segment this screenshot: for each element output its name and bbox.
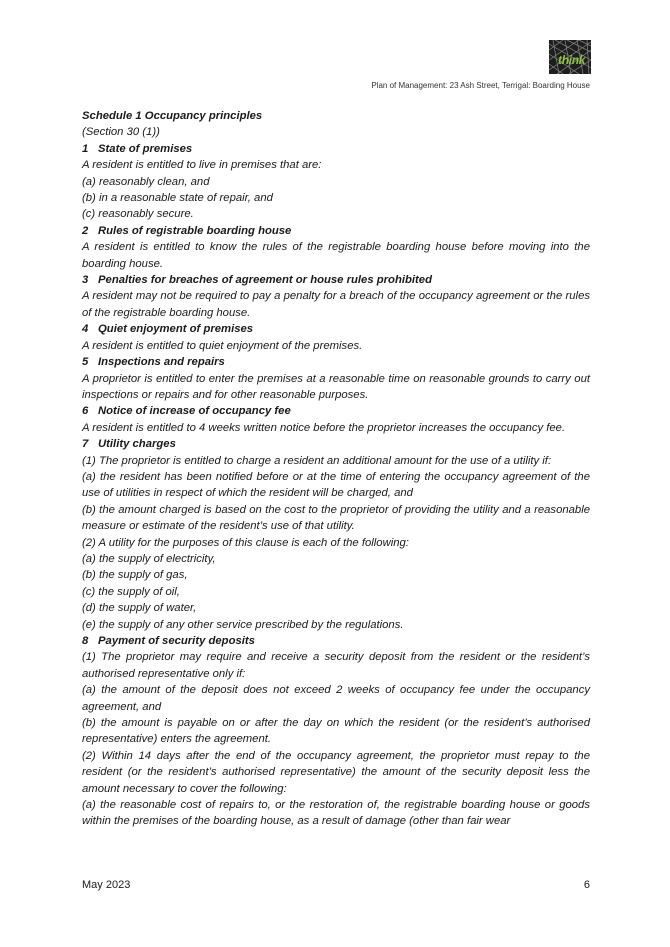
clause-text: (a) reasonably clean, and (82, 175, 210, 188)
clause-text: (b) the amount is payable on or after the day on which the resident (or the resident’s authorised representative) enters the agreement. (82, 717, 590, 746)
clause-number: 1 (82, 142, 89, 155)
clause-text: (b) the supply of gas, (82, 569, 188, 582)
clause-number: 3 (82, 274, 89, 287)
clause-text: (c) the supply of oil, (82, 585, 180, 598)
clause-text: (2) Within 14 days after the end of the occupancy agreement, the proprietor must repay to the resident (or the resident’s authorised representative) the amount of the security deposit less the amount necessary to cover the following: (82, 749, 590, 795)
clause-text: A resident is entitled to 4 weeks written notice before the proprietor increases the occupancy fee. (82, 421, 566, 434)
logo-text: think (558, 53, 586, 67)
clause-text: A resident is entitled to quiet enjoyment of the premises. (82, 339, 363, 352)
clause-title: Notice of increase of occupancy fee (98, 405, 291, 418)
document-title: Plan of Management: 23 Ash Street, Terrigal: Boarding House (371, 81, 590, 90)
schedule-title: Schedule 1 Occupancy principles (82, 110, 263, 122)
clause-text: (c) reasonably secure. (82, 208, 194, 221)
clause-title: Payment of security deposits (98, 635, 255, 647)
clause-heading (82, 633, 590, 649)
clause-text: (1) The proprietor is entitled to charge a resident an additional amount for the use of a utility if: (82, 454, 552, 467)
clause-number: 6 (82, 405, 89, 418)
clause-text: (d) the supply of water, (82, 602, 197, 615)
clause-text: A resident is entitled to live in premises that are: (82, 159, 322, 172)
clause-text: (b) in a reasonable state of repair, and (82, 192, 273, 205)
think-logo (549, 40, 591, 74)
schedule-content (82, 108, 590, 830)
section-reference: (Section 30 (1)) (82, 126, 160, 139)
clause-text: (a) the resident has been notified before or at the time of entering the occupancy agreement of the use of utilities in respect of which the resident will be charged, and (82, 470, 590, 500)
clause-text: (1) The proprietor may require and receive a security deposit from the resident or the resident’s authorised representative only if: (82, 651, 590, 680)
clause-title: Quiet enjoyment of premises (98, 323, 254, 336)
clause-title: Utility charges (98, 438, 176, 451)
clause-text: A proprietor is entitled to enter the premises at a reasonable time on reasonable grounds to carry out inspections or repairs and for other reasonable purposes. (82, 372, 590, 401)
clause-number: 2 (82, 224, 89, 237)
clause-text: (a) the supply of electricity, (82, 552, 216, 565)
clause-heading (82, 354, 590, 370)
page-number: 6 (583, 879, 590, 891)
clause-title: Penalties for breaches of agreement or house rules prohibited (98, 274, 432, 287)
clause-number: 8 (82, 635, 89, 647)
clause-heading (82, 223, 590, 239)
clause-number: 4 (82, 323, 89, 336)
clause-title: State of premises (98, 142, 193, 155)
clause-text: (b) the amount charged is based on the cost to the proprietor of providing the utility and a reasonable measure or estimate of the resident’s use of that utility. (82, 503, 590, 533)
clause-heading (82, 436, 590, 452)
clause-title: Rules of registrable boarding house (98, 224, 292, 237)
clause-text: (2) A utility for the purposes of this clause is each of the following: (82, 536, 409, 549)
clause-text: (a) the amount of the deposit does not exceed 2 weeks of occupancy fee under the occupancy agreement, and (82, 684, 590, 713)
clause-text: A resident may not be required to pay a penalty for a breach of the occupancy agreement or the rules of the registrable boarding house. (82, 290, 590, 319)
clause-heading (82, 403, 590, 419)
clause-number: 7 (82, 438, 89, 451)
clause-heading (82, 141, 590, 157)
clause-text: (a) the reasonable cost of repairs to, or the restoration of, the registrable boarding house or goods within the premises of the boarding house, as a result of damage (other than fair wear (82, 799, 590, 828)
clause-heading (82, 272, 590, 288)
clause-text: A resident is entitled to know the rules of the registrable boarding house before moving into the boarding house. (82, 241, 590, 270)
footer-date: May 2023 (82, 879, 131, 891)
clause-heading (82, 321, 590, 337)
clause-title: Inspections and repairs (98, 356, 225, 369)
clause-number: 5 (82, 356, 89, 369)
clause-text: (e) the supply of any other service prescribed by the regulations. (82, 618, 404, 631)
